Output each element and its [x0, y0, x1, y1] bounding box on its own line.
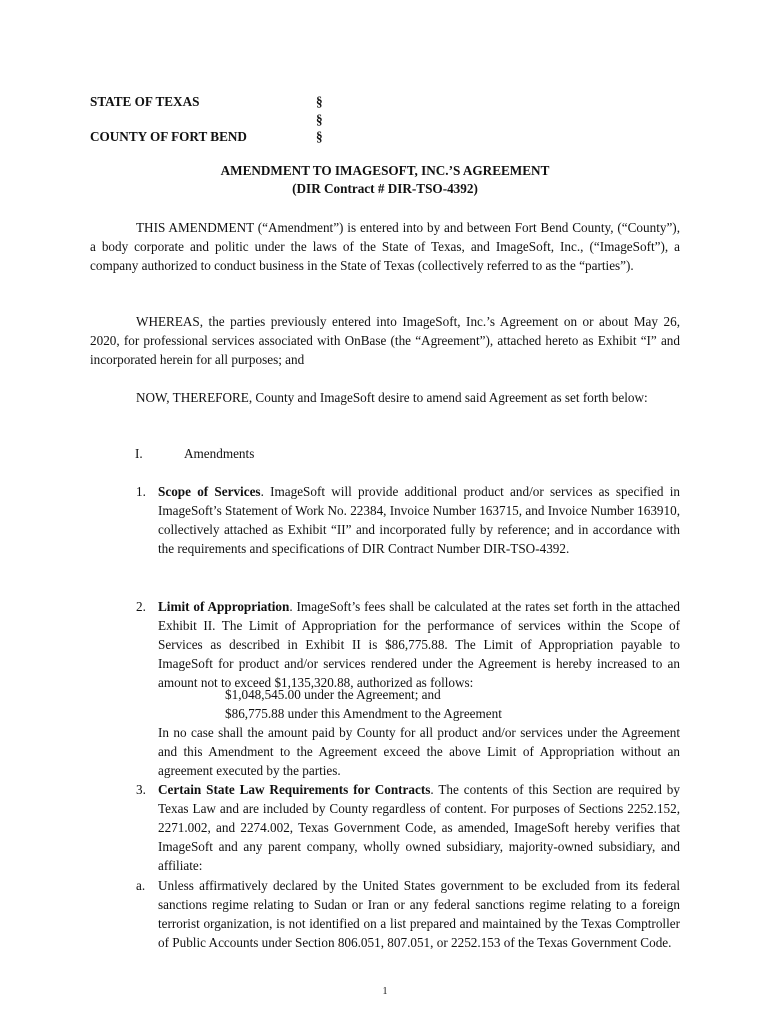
item-text: . ImageSoft’s fees shall be calculated at the rates set forth in the attached Exhibit II. The Limit of Appropriation for the performance of services within the Scope of Services as described in Exhibit II is $86,775.88. The Limit of Appropriation payable to ImageSoft for product and/or services rendered under the Agreement is hereby increased to an amount not to exceed $1,135,320.88, authorized as follows: — [158, 599, 680, 690]
section-heading-text: Amendments — [184, 446, 255, 461]
amount-amendment: $86,775.88 under this Amendment to the Agreement — [225, 706, 502, 721]
intro-text: THIS AMENDMENT (“Amendment”) is entered into by and between Fort Bend County, (“County”), a body corporate and politic under the laws of the State of Texas, and ImageSoft, Inc., (“ImageSoft”), a company authorized to conduct business in the State of Texas (collectively referred to as the “parties”). — [90, 220, 680, 273]
item-closing-text: In no case shall the amount paid by County for all product and/or services under the Agreement and this Amendment to the Agreement exceed the above Limit of Appropriation without an agreement executed by the parties. — [158, 725, 680, 778]
item-number: a. — [136, 878, 146, 893]
item-number: 2. — [136, 599, 146, 614]
item-title: Certain State Law Requirements for Contracts — [158, 782, 431, 797]
amount-agreement: $1,048,545.00 under the Agreement; and — [225, 687, 441, 702]
whereas-paragraph — [90, 312, 680, 369]
now-therefore-text: NOW, THEREFORE, County and ImageSoft desire to amend said Agreement as set forth below: — [136, 390, 648, 405]
document-title: AMENDMENT TO IMAGESOFT, INC.’S AGREEMENT — [220, 163, 550, 178]
item-number: 1. — [136, 484, 146, 499]
whereas-text: WHEREAS, the parties previously entered into ImageSoft, Inc.’s Agreement on or about May 26, 2020, for professional services associated with OnBase (the “Agreement”), attached hereto as Exhibit “I” and incorporated herein for all purposes; and — [90, 314, 680, 367]
list-item-continuation — [90, 723, 680, 780]
caption-county: COUNTY OF FORT BEND — [90, 129, 247, 144]
now-therefore-paragraph — [90, 388, 680, 407]
caption-state: STATE OF TEXAS — [90, 94, 200, 109]
item-number: 3. — [136, 782, 146, 797]
item-text: Unless affirmatively declared by the United States government to be excluded from its federal sanctions regime relating to Sudan or Iran or any federal sanctions regime relating to a foreign terrorist organization, is not identified on a list prepared and maintained by the Texas Comptroller of Public Accounts under Section 806.051, 807.051, or 2252.153 of the Texas Government Code. — [158, 878, 680, 950]
section-symbol: § — [316, 129, 323, 144]
section-heading-number: I. — [135, 446, 143, 461]
item-title: Scope of Services — [158, 484, 261, 499]
document-subtitle: (DIR Contract # DIR-TSO-4392) — [292, 181, 478, 196]
section-symbol: § — [316, 94, 323, 109]
section-symbol: § — [316, 112, 323, 127]
item-text: . The contents of this Section are required by Texas Law and are included by County regardless of content. For purposes of Sections 2252.152, 2271.002, and 2274.002, Texas Government Code, as amended, ImageSoft hereby verifies that ImageSoft and any parent company, wholly owned subsidiary, majority-owned subsidiary, and affiliate: — [158, 782, 680, 873]
intro-paragraph — [90, 218, 680, 275]
list-item — [90, 876, 680, 952]
item-title: Limit of Appropriation — [158, 599, 290, 614]
page-number: 1 — [382, 986, 388, 997]
list-item — [90, 482, 680, 558]
item-text: . ImageSoft will provide additional product and/or services as specified in ImageSoft’s Statement of Work No. 22384, Invoice Number 163715, and Invoice Number 163910, collectively attached as Exhibit “II” and incorporated fully by reference; and in accordance with the requirements and specifications of DIR Contract Number DIR-TSO-4392. — [158, 484, 681, 556]
list-item — [90, 780, 680, 875]
list-item — [90, 597, 680, 692]
